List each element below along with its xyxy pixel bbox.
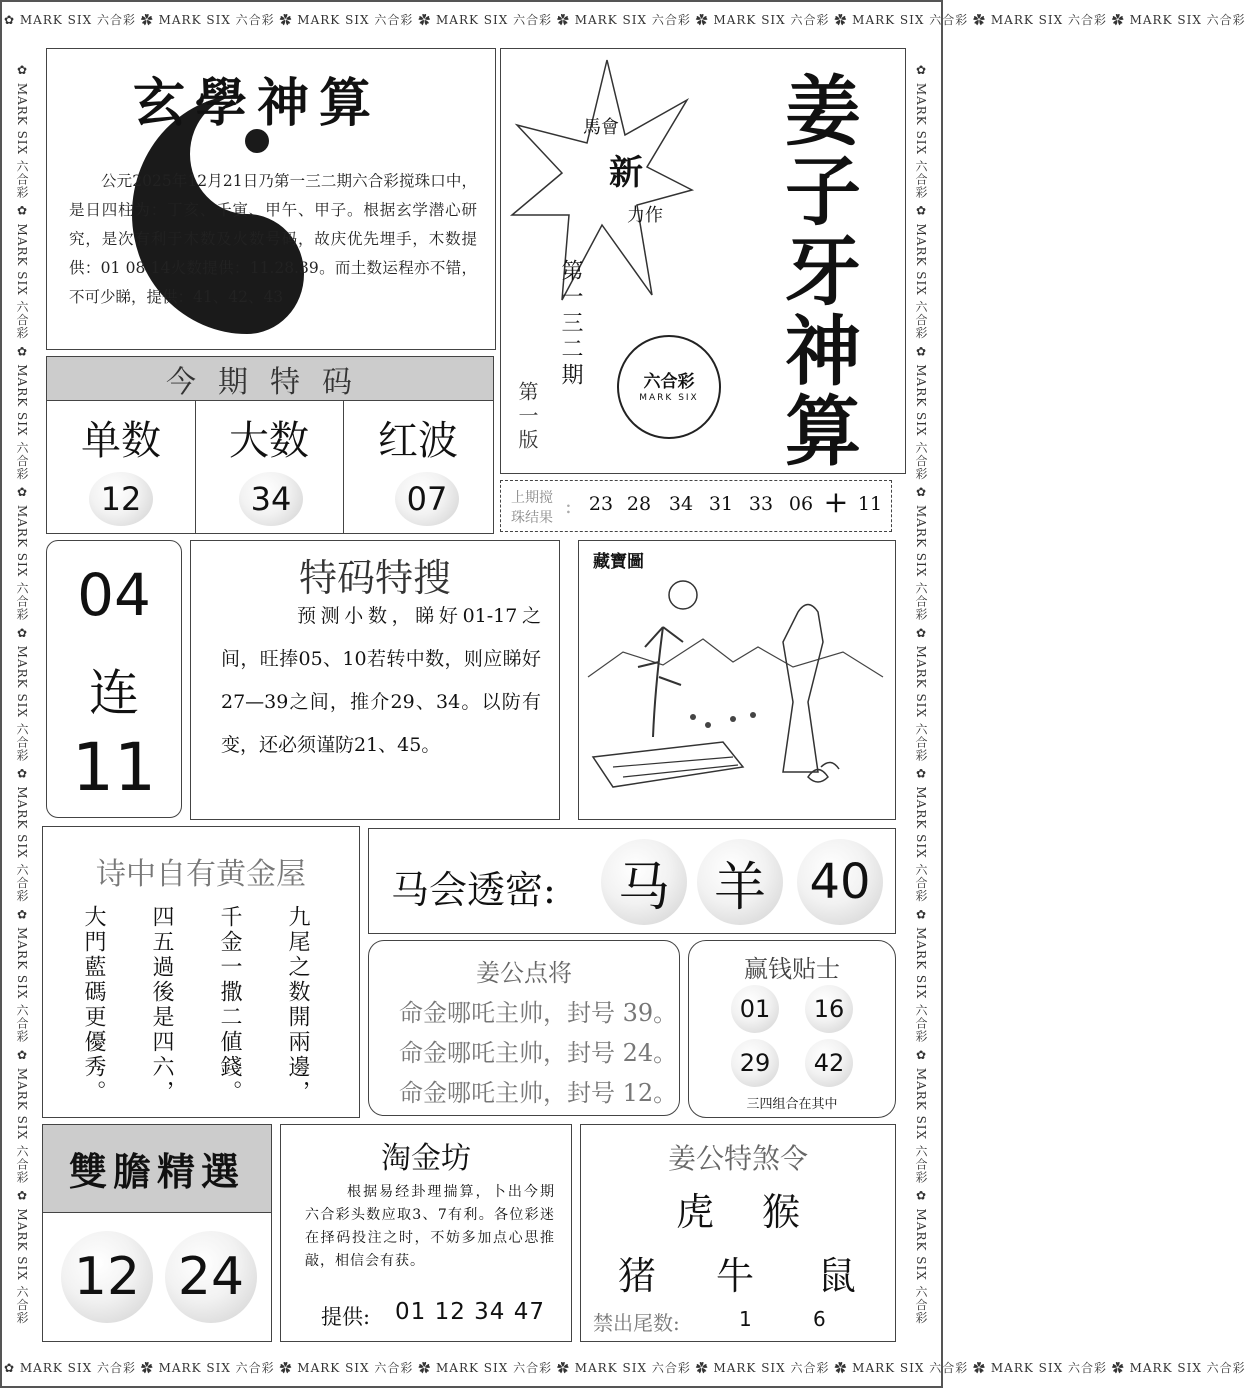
poem-column: 千金一撒二値錢。 (217, 905, 242, 1105)
mystic-box (46, 48, 496, 350)
gold-title: 淘金坊 (381, 1141, 471, 1176)
jiang-line: 命金哪吒主帅，封号 24。 (399, 1039, 678, 1067)
tips-ball: 01 (731, 985, 779, 1033)
issue-edition: 第一版 (515, 381, 539, 453)
tips-ball: 42 (805, 1039, 853, 1087)
plus-sign: + (823, 485, 849, 520)
sha-zodiac: 猴 (761, 1190, 800, 1234)
double-ball: 24 (165, 1231, 257, 1323)
sha-box (580, 1124, 896, 1342)
search-title: 特码特搜 (298, 556, 451, 600)
gold-text: 根据易经卦理揣算，卜出今期六合彩头数应取3、7有利。各位彩迷在择码投注之时，不妨多加点心思推敲，相信会有获。 (305, 1184, 555, 1269)
lian-top-number: 04 (77, 561, 151, 629)
treasure-title: 藏寶圖 (593, 552, 644, 572)
star-line1: 馬會 (583, 117, 619, 138)
mark-six-logo (617, 335, 721, 439)
tips-title: 赢钱贴士 (744, 955, 840, 983)
header-box (500, 48, 906, 474)
jiang-box (368, 940, 680, 1116)
search-box (190, 540, 560, 820)
right-border-pattern: ✿ MARK SIX 六合彩 ✿ MARK SIX 六合彩 ✿ MARK SIX 六合彩 ✿ MARK SIX 六合彩 ✿ MARK SIX 六合彩 ✿ MARK SIX 六合彩 ✿ MARK SIX 六合彩 ✿ MARK SIX 六合彩 ✿ MARK SIX 六合彩 (914, 63, 928, 1325)
last-draw-number: 33 (748, 493, 774, 515)
top-border-pattern: ✿ MARK SIX 六合彩 ✿ MARK SIX 六合彩 ✿ MARK SIX 六合彩 ✿ MARK SIX 六合彩 ✿ MARK SIX 六合彩 ✿ MARK SIX 六合彩 ✿ MARK SIX 六合彩 ✿ MARK SIX 六合彩 ✿ MARK SIX 六合彩 (4, 13, 1246, 27)
bottom-border-pattern: ✿ MARK SIX 六合彩 ✿ MARK SIX 六合彩 ✿ MARK SIX 六合彩 ✿ MARK SIX 六合彩 ✿ MARK SIX 六合彩 ✿ MARK SIX 六合彩 ✿ MARK SIX 六合彩 ✿ MARK SIX 六合彩 ✿ MARK SIX 六合彩 (4, 1361, 1246, 1375)
last-draw-number: 34 (668, 493, 694, 515)
special-label: 大数 (229, 417, 309, 464)
last-draw-number: 31 (708, 493, 734, 515)
tips-ball: 29 (731, 1039, 779, 1087)
treasure-box (578, 540, 896, 820)
logo-en: MARK SIX (639, 393, 699, 403)
sha-zodiac: 鼠 (817, 1254, 856, 1298)
poem-title: 诗中自有黄金屋 (96, 857, 306, 892)
tips-note: 三四组合在其中 (746, 1097, 838, 1112)
poem-column: 大門藍碼更優秀。 (81, 905, 106, 1105)
jiang-line: 命金哪吒主帅，封号 39。 (399, 999, 678, 1027)
big-title-char: 子 (785, 146, 861, 236)
separator-colon: : (565, 494, 572, 518)
sha-tail-number: 1 (739, 1307, 752, 1331)
double-title: 雙膽精選 (43, 1125, 271, 1213)
lian-box (46, 540, 182, 818)
special-number-ball: 07 (395, 472, 459, 526)
special-label: 红波 (378, 417, 458, 464)
poem-box (42, 826, 360, 1118)
poem-column: 四五過後是四六， (149, 905, 174, 1105)
sha-tail-label: 禁出尾数: (593, 1311, 680, 1335)
search-text: 预测小数，睇好01-17之间，旺捧05、10若转中数，则应睇好27—39之间，推介29、34。以防有变，还必须谨防21、45。 (221, 605, 541, 756)
special-number-ball: 12 (89, 472, 153, 526)
big-title-char: 算 (785, 386, 861, 476)
big-title (747, 65, 899, 476)
sha-tail-number: 6 (813, 1307, 826, 1331)
horse-box (368, 828, 896, 934)
sha-zodiac: 牛 (715, 1254, 754, 1298)
mystic-title: 玄學神算 (133, 73, 382, 134)
sha-zodiac: 猪 (617, 1254, 656, 1298)
left-border-pattern: ✿ MARK SIX 六合彩 ✿ MARK SIX 六合彩 ✿ MARK SIX 六合彩 ✿ MARK SIX 六合彩 ✿ MARK SIX 六合彩 ✿ MARK SIX 六合彩 ✿ MARK SIX 六合彩 ✿ MARK SIX 六合彩 ✿ MARK SIX 六合彩 (15, 63, 29, 1325)
jiang-line: 命金哪吒主帅，封号 12。 (399, 1079, 678, 1107)
special-number-ball: 34 (239, 472, 303, 526)
last-draw-number: 28 (626, 493, 652, 515)
gold-provide-label: 提供: (321, 1305, 371, 1329)
sha-zodiac: 虎 (675, 1190, 714, 1234)
tips-ball: 16 (805, 985, 853, 1033)
issue-number: 第一三二期 (558, 259, 583, 389)
treasure-illustration (583, 567, 889, 813)
last-draw-label: 上期搅 (511, 490, 553, 506)
horse-label: 马会透密: (391, 868, 556, 912)
double-box (42, 1124, 272, 1342)
jiang-title: 姜公点将 (476, 959, 572, 987)
last-draw-special: 11 (857, 493, 883, 515)
big-title-char: 牙 (785, 226, 861, 316)
last-draw-box (500, 480, 892, 532)
sha-title: 姜公特煞令 (667, 1142, 808, 1175)
horse-ball: 羊 (697, 839, 783, 925)
gold-box (280, 1124, 572, 1342)
tips-box (688, 940, 896, 1118)
big-title-char: 姜 (785, 66, 861, 156)
last-draw-number: 06 (788, 493, 814, 515)
double-ball: 12 (61, 1231, 153, 1323)
star-burst-icon (507, 55, 697, 305)
special-box (46, 356, 494, 534)
lian-char: 连 (89, 664, 139, 722)
big-title-char: 神 (785, 306, 861, 396)
special-header: 今期特码 (47, 357, 493, 401)
horse-ball: 马 (601, 839, 687, 925)
star-line3: 力作 (627, 205, 663, 226)
last-draw-label: 珠结果 (511, 510, 553, 526)
mystic-text: 公元2025年12月21日乃第一三二期六合彩搅珠口中，是日四柱为：丁亥、千寅、甲午、甲子。根据玄学潜心研究，是次有利于木数及火数号码，故庆优先埋手，木数提供：01 08 14火数提供：11.28.39。而土数运程亦不错，不可少睇，提供：41、42、43 (69, 172, 477, 306)
gold-provide-numbers: 01 12 34 47 (395, 1299, 545, 1325)
star-line2: 新 (609, 153, 643, 193)
last-draw-number: 23 (588, 493, 614, 515)
poem-column: 九尾之数開兩邊， (285, 905, 310, 1105)
logo-cn: 六合彩 (643, 372, 695, 392)
special-label: 单数 (81, 417, 161, 464)
horse-ball: 40 (797, 839, 883, 925)
lian-bottom-number: 11 (72, 729, 156, 806)
